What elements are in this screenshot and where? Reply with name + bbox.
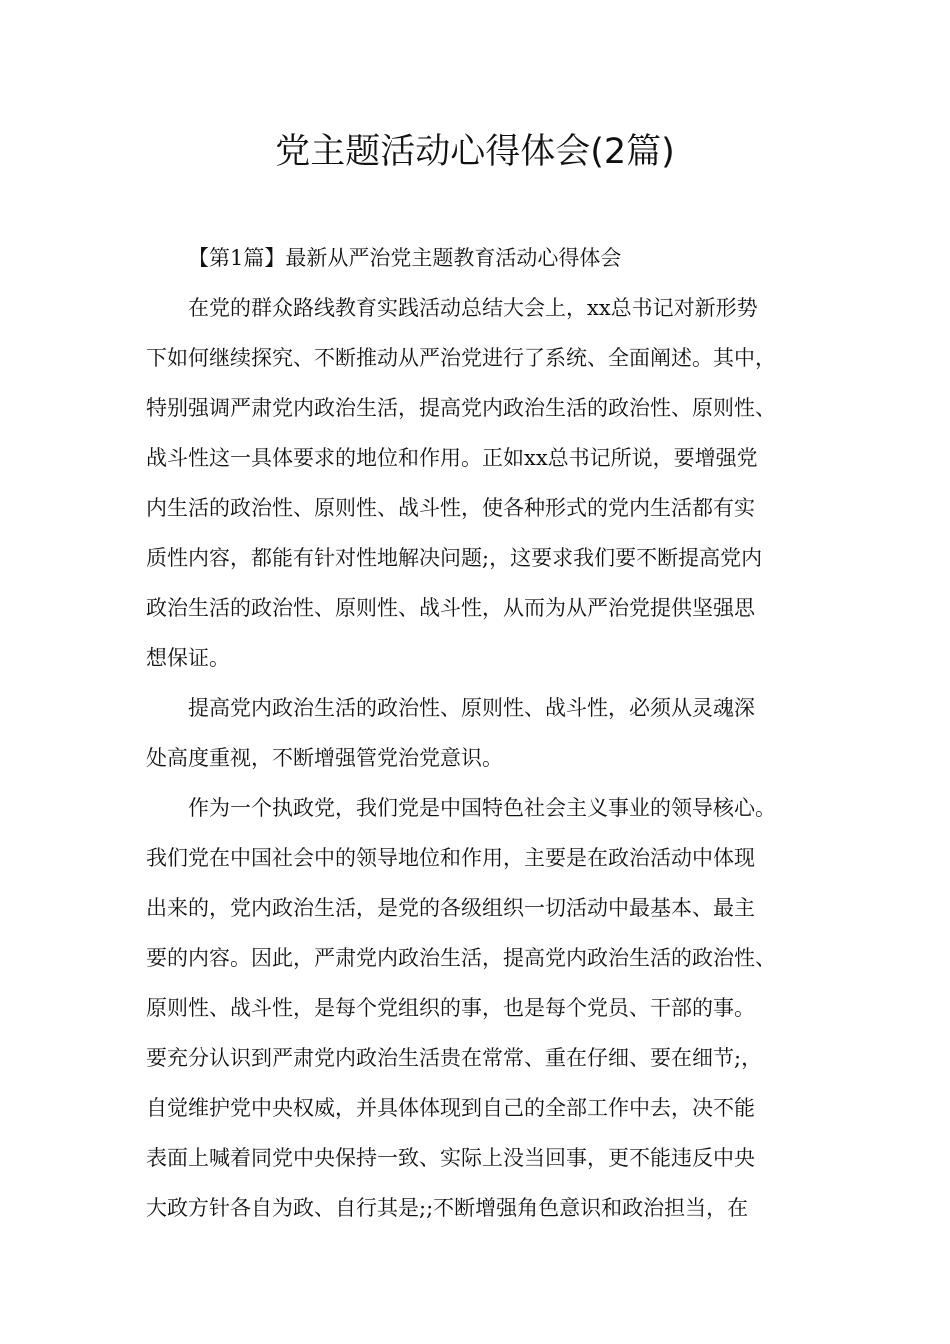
paragraph-line: 表面上喊着同党中央保持一致、实际上没当回事，更不能违反中央: [146, 1146, 755, 1170]
section-heading: 【第1篇】最新从严治党主题教育活动心得体会: [188, 246, 622, 270]
paragraph-line: 出来的，党内政治生活，是党的各级组织一切活动中最基本、最主: [146, 896, 755, 920]
paragraph-line: 原则性、战斗性，是每个党组织的事，也是每个党员、干部的事。: [146, 996, 755, 1020]
paragraph-line: 在党的群众路线教育实践活动总结大会上，xx总书记对新形势: [188, 296, 758, 320]
paragraph-line: 想保证。: [146, 646, 230, 670]
paragraph-line: 战斗性这一具体要求的地位和作用。正如xx总书记所说，要增强党: [146, 446, 758, 470]
document-title: 党主题活动心得体会(2篇): [275, 132, 675, 172]
paragraph-line: 作为一个执政党，我们党是中国特色社会主义事业的领导核心。: [188, 796, 776, 820]
paragraph-line: 特别强调严肃党内政治生活，提高党内政治生活的政治性、原则性、: [146, 396, 776, 420]
paragraph-line: 自觉维护党中央权威，并具体体现到自己的全部工作中去，决不能: [146, 1096, 755, 1120]
paragraph-line: 提高党内政治生活的政治性、原则性、战斗性，必须从灵魂深: [188, 696, 755, 720]
paragraph-line: 质性内容，都能有针对性地解决问题;，这要求我们要不断提高党内: [146, 546, 763, 570]
paragraph-line: 内生活的政治性、原则性、战斗性，使各种形式的党内生活都有实: [146, 496, 755, 520]
paragraph-line: 下如何继续探究、不断推动从严治党进行了系统、全面阐述。其中，: [146, 346, 776, 370]
paragraph-line: 大政方针各自为政、自行其是;;不断增强角色意识和政治担当，在: [146, 1196, 749, 1220]
paragraph-line: 我们党在中国社会中的领导地位和作用，主要是在政治活动中体现: [146, 846, 755, 870]
paragraph-line: 要充分认识到严肃党内政治生活贵在常常、重在仔细、要在细节;，: [146, 1046, 763, 1070]
paragraph-line: 政治生活的政治性、原则性、战斗性，从而为从严治党提供坚强思: [146, 596, 755, 620]
paragraph-line: 处高度重视，不断增强管党治党意识。: [146, 746, 503, 770]
paragraph-line: 要的内容。因此，严肃党内政治生活，提高党内政治生活的政治性、: [146, 946, 776, 970]
document-body: [146, 233, 826, 1233]
